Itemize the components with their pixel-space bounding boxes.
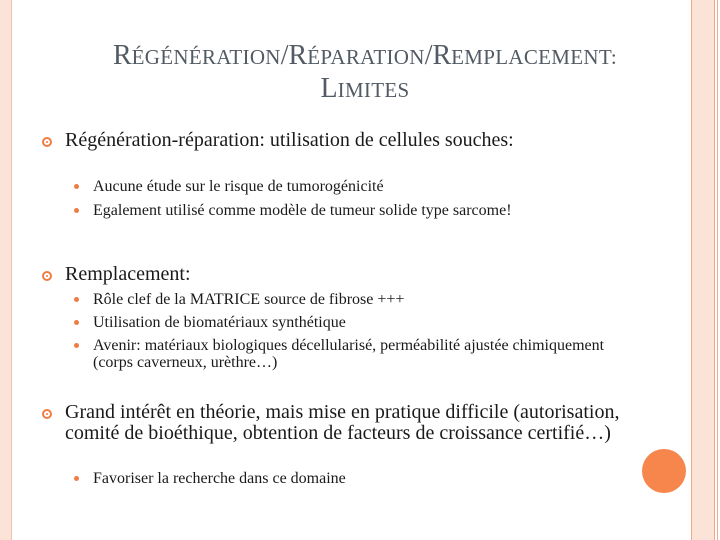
title-cap: R xyxy=(112,40,132,71)
dot-bullet-icon xyxy=(74,320,79,325)
sub-bullet xyxy=(74,202,614,219)
dot-bullet-icon xyxy=(74,297,79,302)
title-cap: /R xyxy=(424,40,452,71)
sub-bullet-text: Egalement utilisé comme modèle de tumeur solide type sarcome! xyxy=(93,202,512,219)
title-cap: /R xyxy=(280,40,308,71)
right-line-decoration xyxy=(714,0,715,540)
slide-title xyxy=(40,40,690,106)
bullet-interet xyxy=(42,402,632,444)
sub-bullet xyxy=(74,314,614,331)
sub-bullet-text: Rôle clef de la MATRICE source de fibrose +++ xyxy=(93,291,405,308)
title-rest: IMITES xyxy=(337,78,410,102)
title-rest: EMPLACEMENT: xyxy=(451,45,618,69)
dot-bullet-icon xyxy=(74,208,79,213)
bullet-text: Remplacement: xyxy=(65,263,191,285)
circle-bullet-icon xyxy=(42,409,52,419)
sub-bullet xyxy=(74,470,614,487)
circle-bullet-icon xyxy=(42,137,52,147)
bullet-text: Régénération-réparation: utilisation de cellules souches: xyxy=(65,129,514,151)
title-cap: L xyxy=(320,73,338,104)
title-rest: ÉGÉNÉRATION xyxy=(131,45,281,69)
sub-bullet xyxy=(74,178,614,195)
right-band-decoration xyxy=(692,0,714,540)
bullet-remplacement xyxy=(42,264,632,285)
circle-bullet-icon xyxy=(42,271,52,281)
title-rest: ÉPARATION xyxy=(307,45,425,69)
sub-bullet-text: Avenir: matériaux biologiques décellularisé, perméabilité ajustée chimiquement (corps caverneux, urèthre…) xyxy=(93,337,605,371)
orange-circle-decoration xyxy=(642,449,686,493)
right-line-decoration xyxy=(717,0,718,540)
dot-bullet-icon xyxy=(74,476,79,481)
sub-bullet-text: Favoriser la recherche dans ce domaine xyxy=(93,470,346,487)
dot-bullet-icon xyxy=(74,184,79,189)
title-line-2 xyxy=(40,73,690,106)
right-line-decoration xyxy=(691,0,692,540)
bullet-regeneration xyxy=(42,130,632,151)
title-line-1 xyxy=(40,40,690,73)
bullet-text: Grand intérêt en théorie, mais mise en pratique difficile (autorisation, comité de bioéthique, obtention de facteurs de croissance certifié…) xyxy=(65,401,620,444)
sub-bullet-text: Utilisation de biomatériaux synthétique xyxy=(93,314,346,331)
sub-bullet xyxy=(74,291,614,308)
sub-bullet xyxy=(74,337,614,371)
sub-bullet-text: Aucune étude sur le risque de tumorogénicité xyxy=(93,178,384,195)
dot-bullet-icon xyxy=(74,343,79,348)
left-border-decoration xyxy=(0,0,12,540)
